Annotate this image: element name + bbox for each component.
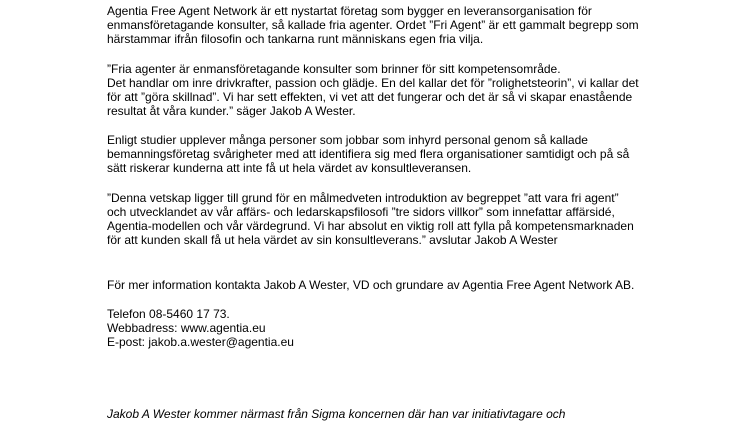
text-line: och utvecklandet av vår affärs- och ledarskapsfilosofi ”tre sidors villkor” som innefattar affärsidé, (107, 205, 615, 219)
text-line: ”Fria agenter är enmansföretagande konsulter som brinner för sitt kompetensområde. (107, 62, 561, 76)
paragraph-closing-quote (107, 191, 634, 247)
text-line: Agentia Free Agent Network är ett nystartat företag som bygger en leveransorganisation för (107, 4, 592, 18)
paragraph-studies (107, 133, 629, 175)
text-line: för att kunden skall få ut hela värdet av sin konsultleverans.” avslutar Jakob A Wester (107, 233, 558, 247)
text-line: för att ”göra skillnad”. Vi har sett effekten, vi vet att det fungerar och det är så vi skapar enastående (107, 90, 633, 104)
text-line: Agentia-modellen och vår värdegrund. Vi har absolut en viktig roll att fylla på kompetensmarknaden (107, 219, 634, 233)
text-line: För mer information kontakta Jakob A Wester, VD och grundare av Agentia Free Agent Network AB. (107, 278, 635, 292)
paragraph-quote (107, 62, 639, 118)
contact-intro (107, 278, 634, 292)
text-line: ”Denna vetskap ligger till grund för en målmedveten introduktion av begreppet ”att vara fri agent” (107, 191, 619, 205)
text-line: enmansföretagande konsulter, så kallade fria agenter. Ordet ”Fri Agent” är ett gammalt begrepp som (107, 18, 639, 32)
contact-details (107, 307, 294, 349)
website-text: Webbadress: www.agentia.eu (107, 321, 266, 335)
email-text: E-post: jakob.a.wester@agentia.eu (107, 335, 294, 349)
text-line: resultat åt våra kunder.” säger Jakob A Wester. (107, 104, 356, 118)
text-line: Enligt studier upplever många personer som jobbar som inhyrd personal genom så kallade (107, 133, 588, 147)
text-line: Det handlar om inre drivkrafter, passion och glädje. En del kallar det för ”rolighetsteorin”, vi kallar det (107, 76, 639, 90)
text-line: sätt riskerar kunderna att inte få ut hela värdet av konsultleveransen. (107, 161, 472, 175)
phone-text: Telefon 08-5460 17 73. (107, 307, 230, 321)
paragraph-intro (107, 4, 639, 46)
text-line: härstammar ifrån filosofin och tankarna runt människans egen fria vilja. (107, 32, 484, 46)
text-line: Jakob A Wester kommer närmast från Sigma koncernen där han var initiativtagare och (107, 407, 566, 421)
text-line: bemanningsföretag svårigheter med att identifiera sig med flera organisationer samtidigt och på så (107, 147, 630, 161)
